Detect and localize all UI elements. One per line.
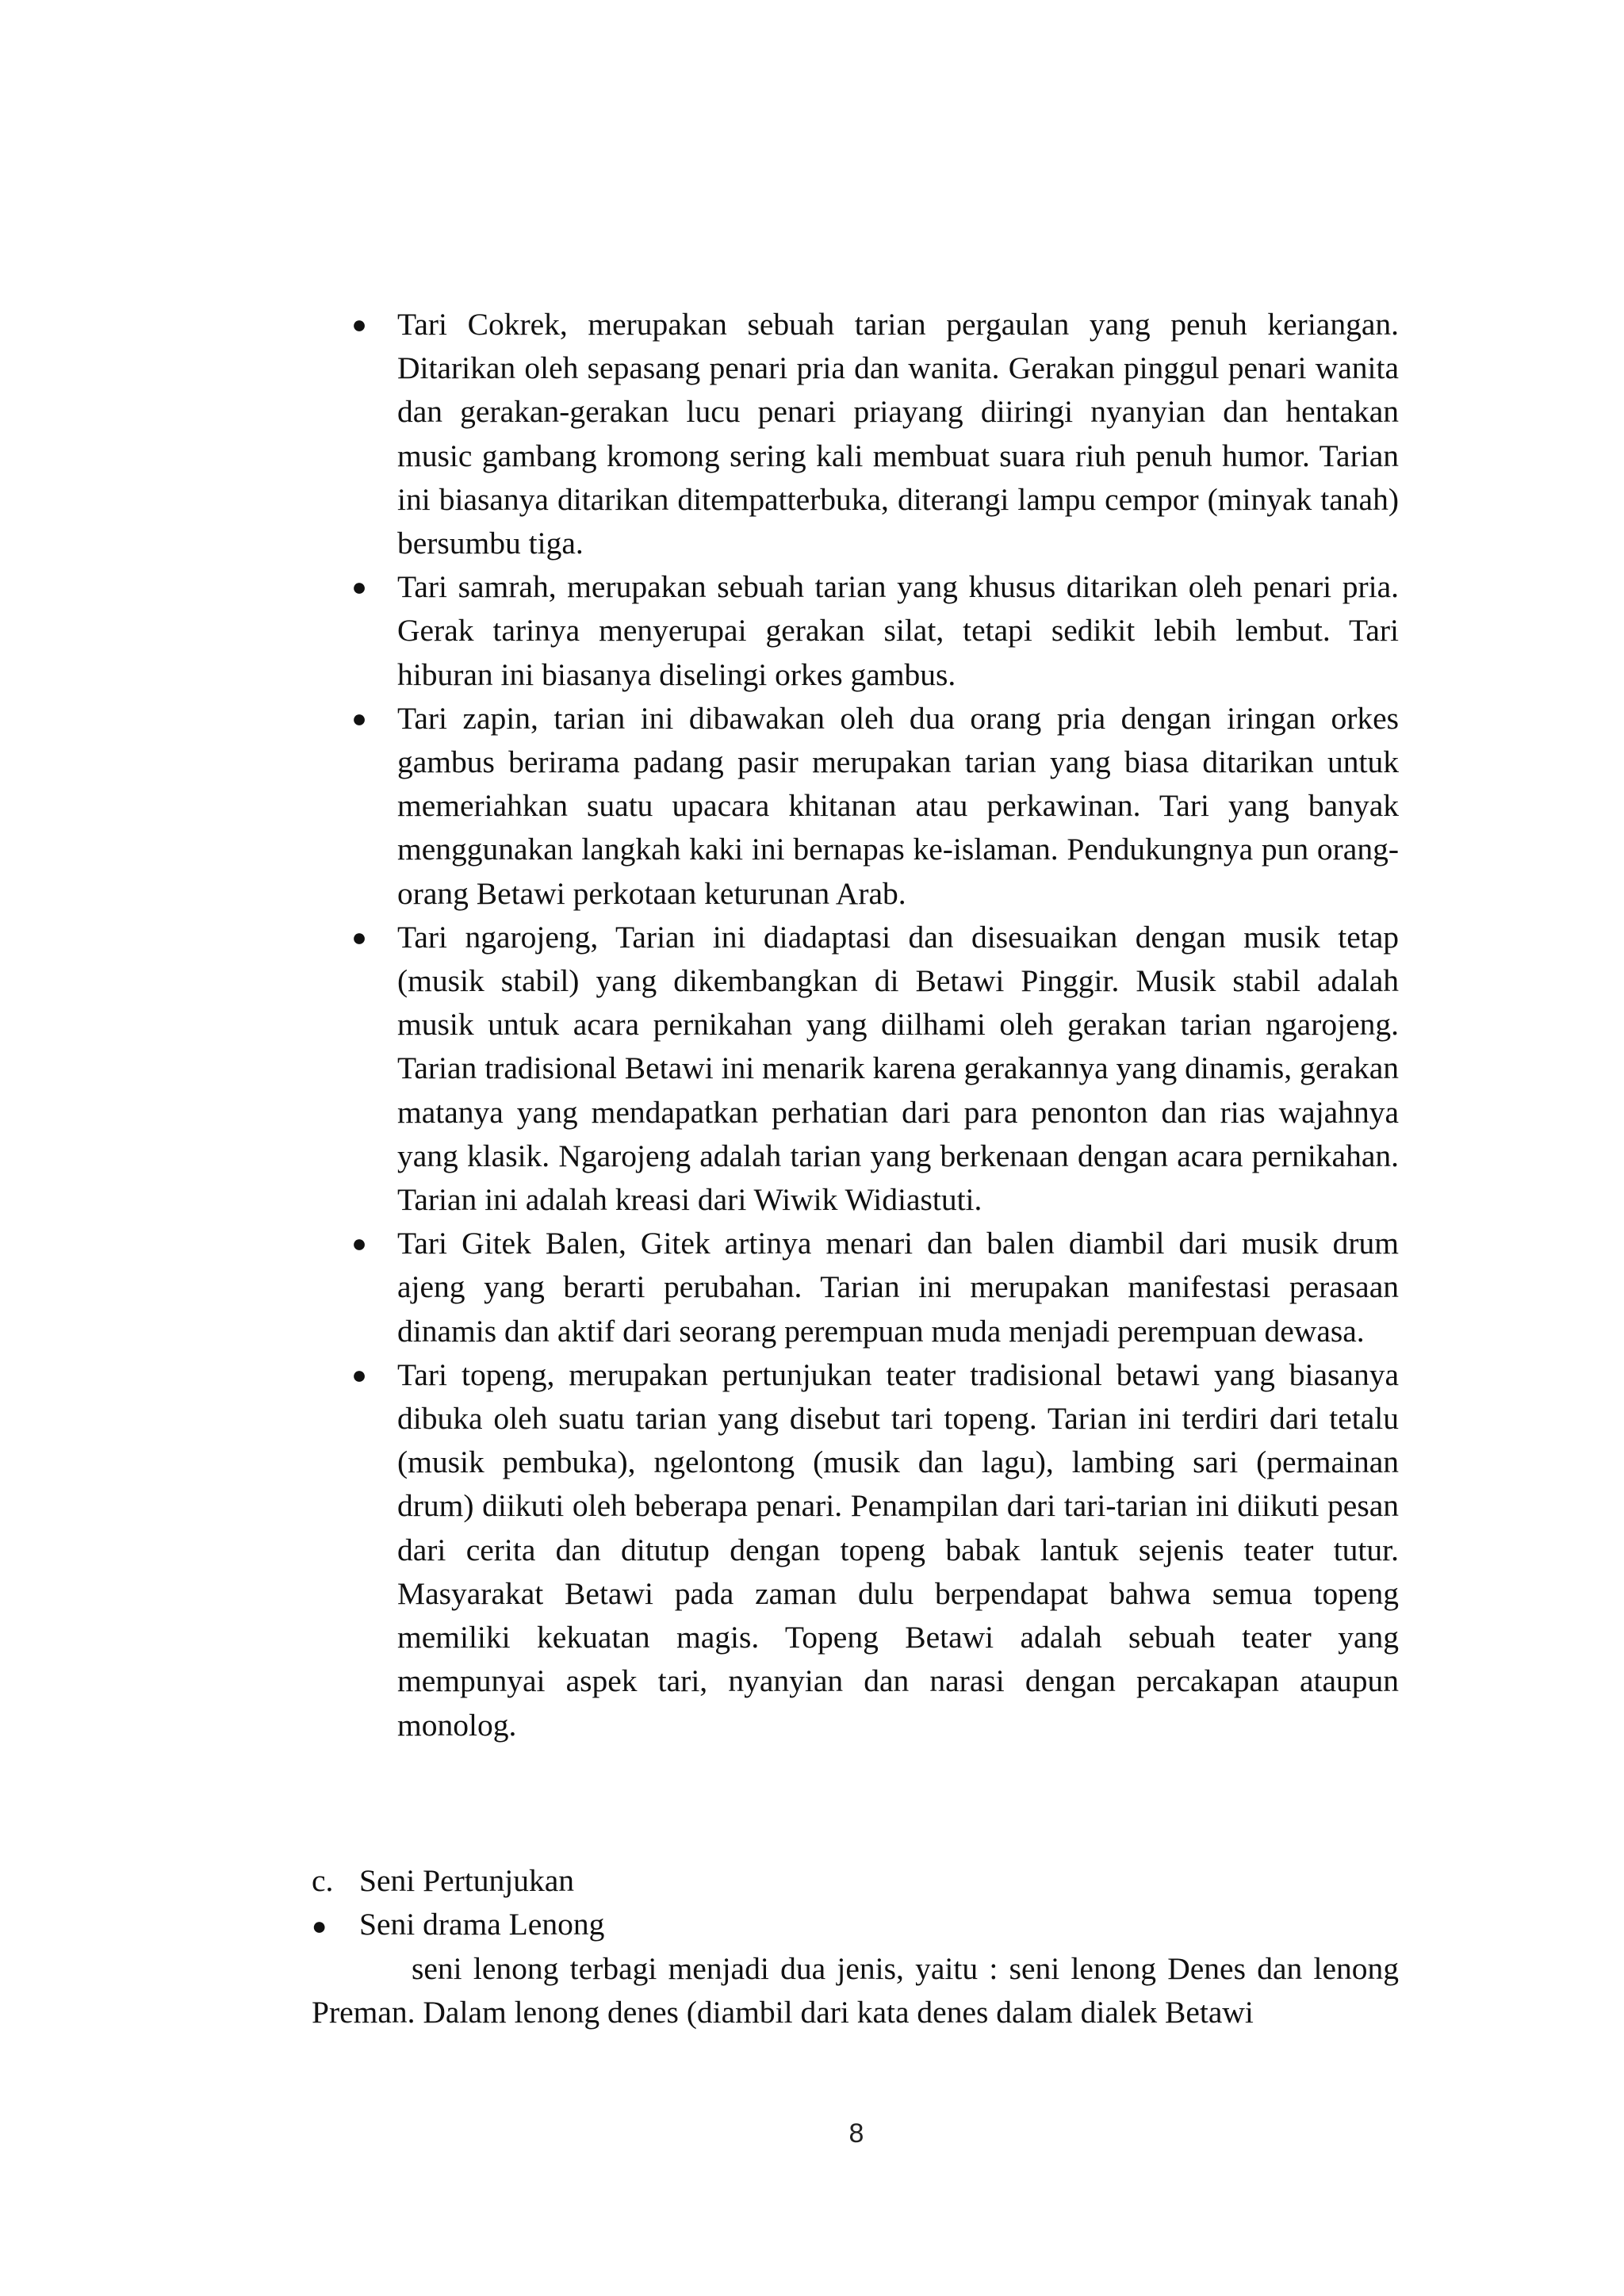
list-item bbox=[346, 916, 1399, 1222]
bullet-icon: ● bbox=[312, 1911, 327, 1940]
section-title: Seni Pertunjukan bbox=[359, 1863, 574, 1898]
list-item-text: Tari Cokrek, merupakan sebuah tarian pergaulan yang penuh keriangan. Ditarikan oleh sepasang penari pria dan wanita. Gerakan pinggul penari wanita dan gerakan-gerakan lucu penari priayang diiringi nyanyian dan hentakan music gambang kromong sering kali membuat suara riuh penuh humor. Tarian ini biasanya ditarikan ditempatterbuka, diterangi lampu cempor (minyak tanah) bersumbu tiga. bbox=[397, 307, 1399, 561]
list-item bbox=[346, 303, 1399, 565]
list-item-text: Tari topeng, merupakan pertunjukan teater tradisional betawi yang biasanya dibuka oleh suatu tarian yang disebut tari topeng. Tarian ini terdiri dari tetalu (musik pembuka), ngelontong (musik dan lagu), lambing sari (permainan drum) diikuti oleh beberapa penari. Penampilan dari tari-tarian ini diikuti pesan dari cerita dan ditutup dengan topeng babak lantuk sejenis teater tutur. Masyarakat Betawi pada zaman dulu berpendapat bahwa semua topeng memiliki kekuatan magis. Topeng Betawi adalah sebuah teater yang mempunyai aspek tari, nyanyian dan narasi dengan percakapan ataupun monolog. bbox=[397, 1357, 1399, 1743]
list-item-text: Tari Gitek Balen, Gitek artinya menari dan balen diambil dari musik drum ajeng yang berarti perubahan. Tarian ini merupakan manifestasi perasaan dinamis dan aktif dari seorang perempuan muda menjadi perempuan dewasa. bbox=[397, 1226, 1399, 1349]
page-number: 8 bbox=[848, 2118, 864, 2149]
list-item-text: Tari zapin, tarian ini dibawakan oleh dua orang pria dengan iringan orkes gambus berirama padang pasir merupakan tarian yang biasa ditarikan untuk memeriahkan suatu upacara khitanan atau perkawinan. Tari yang banyak menggunakan langkah kaki ini bernapas ke-islaman. Pendukungnya pun orang-orang Betawi perkotaan keturunan Arab. bbox=[397, 700, 1399, 911]
list-item bbox=[346, 565, 1399, 697]
bullet-icon: ● bbox=[351, 572, 367, 602]
list-item bbox=[346, 697, 1399, 916]
list-item-text: Tari samrah, merupakan sebuah tarian yang khusus ditarikan oleh penari pria. Gerak tarinya menyerupai gerakan silat, tetapi sedikit lebih lembut. Tari hiburan ini biasanya diselingi orkes gambus. bbox=[397, 569, 1399, 692]
body-paragraph: seni lenong terbagi menjadi dua jenis, yaitu : seni lenong Denes dan lenong Preman. Dalam lenong denes (diambil dari kata denes dalam dialek Betawi bbox=[312, 1951, 1399, 2030]
list-item bbox=[346, 1353, 1399, 1747]
bullet-icon: ● bbox=[351, 1360, 367, 1389]
bullet-icon: ● bbox=[351, 1229, 367, 1258]
list-item-text: Tari ngarojeng, Tarian ini diadaptasi dan disesuaikan dengan musik tetap (musik stabil) yang dikembangkan di Betawi Pinggir. Musik stabil adalah musik untuk acara pernikahan yang diilhami oleh gerakan tarian ngarojeng. Tarian tradisional Betawi ini menarik karena gerakannya yang dinamis, gerakan matanya yang mendapatkan perhatian dari para penonton dan rias wajahnya yang klasik. Ngarojeng adalah tarian yang berkenaan dengan acara pernikahan. Tarian ini adalah kreasi dari Wiwik Widiastuti. bbox=[397, 919, 1399, 1218]
section-marker: c. bbox=[312, 1863, 334, 1898]
dance-bullet-list bbox=[346, 303, 1399, 1747]
sub-bullet-label: Seni drama Lenong bbox=[359, 1907, 605, 1942]
section-heading bbox=[312, 1859, 574, 1903]
bullet-icon: ● bbox=[351, 922, 367, 951]
bullet-icon: ● bbox=[351, 703, 367, 733]
sub-bullet-item bbox=[312, 1903, 604, 1948]
list-item bbox=[346, 1222, 1399, 1353]
bullet-icon: ● bbox=[351, 310, 367, 339]
